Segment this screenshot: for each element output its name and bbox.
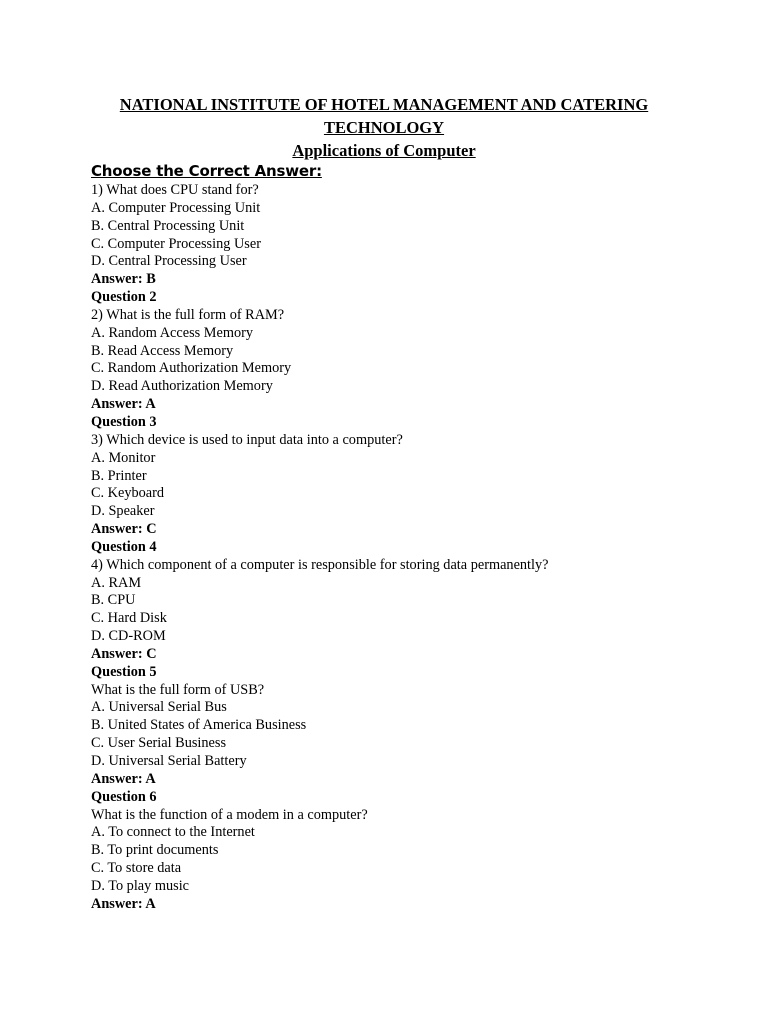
correct-answer: Answer: C (91, 645, 157, 662)
answer-option: B. Printer (91, 467, 147, 484)
question-block (91, 664, 711, 789)
answer-option: D. Central Processing User (91, 253, 247, 270)
answer-option: D. CD-ROM (91, 628, 166, 645)
answer-option: A. Universal Serial Bus (91, 699, 227, 716)
answer-option: B. Read Access Memory (91, 342, 234, 359)
answer-option: A. RAM (91, 574, 142, 591)
correct-answer: Answer: B (91, 271, 156, 288)
question-block (91, 789, 711, 914)
answer-option: C. User Serial Business (91, 735, 227, 752)
question-content (91, 161, 711, 914)
section-heading: Choose the Correct Answer: (91, 162, 322, 180)
question-prompt: 2) What is the full form of RAM? (91, 306, 285, 323)
answer-option: D. Speaker (91, 503, 155, 520)
answer-option: B. To print documents (91, 842, 219, 859)
question-heading: Question 4 (91, 538, 157, 555)
answer-option: B. CPU (91, 592, 136, 609)
answer-option: B. United States of America Business (91, 717, 307, 734)
answer-option: A. Computer Processing Unit (91, 199, 261, 216)
answer-option: C. Computer Processing User (91, 235, 261, 252)
question-heading: Question 6 (91, 788, 157, 805)
correct-answer: Answer: A (91, 895, 156, 912)
question-prompt: 1) What does CPU stand for? (91, 182, 259, 198)
answer-option: C. Hard Disk (91, 610, 167, 627)
subject-title: Applications of Computer (292, 141, 476, 160)
answer-option: D. Read Authorization Memory (91, 378, 273, 395)
question-heading: Question 3 (91, 413, 157, 430)
question-heading: Question 5 (91, 663, 157, 680)
answer-option: C. Keyboard (91, 485, 165, 502)
question-prompt: 4) Which component of a computer is responsible for storing data permanently? (91, 556, 549, 573)
question-list (91, 182, 711, 914)
correct-answer: Answer: A (91, 396, 156, 413)
institute-title: NATIONAL INSTITUTE OF HOTEL MANAGEMENT AND CATERING TECHNOLOGY (119, 95, 649, 137)
question-block (91, 539, 711, 664)
answer-option: D. To play music (91, 877, 190, 894)
question-heading: Question 2 (91, 289, 157, 306)
question-prompt: What is the full form of USB? (91, 681, 265, 698)
answer-option: B. Central Processing Unit (91, 217, 245, 234)
answer-option: C. To store data (91, 860, 182, 877)
answer-option: A. Monitor (91, 449, 156, 466)
question-block (91, 182, 711, 289)
correct-answer: Answer: C (91, 521, 157, 538)
answer-option: C. Random Authorization Memory (91, 360, 292, 377)
correct-answer: Answer: A (91, 770, 156, 787)
answer-option: A. Random Access Memory (91, 324, 254, 341)
answer-option: D. Universal Serial Battery (91, 753, 247, 769)
question-block (91, 414, 711, 539)
answer-option: A. To connect to the Internet (91, 824, 255, 841)
question-prompt: 3) Which device is used to input data into a computer? (91, 431, 403, 448)
question-prompt: What is the function of a modem in a computer? (91, 806, 368, 823)
document-header (80, 93, 688, 162)
question-block (91, 289, 711, 414)
